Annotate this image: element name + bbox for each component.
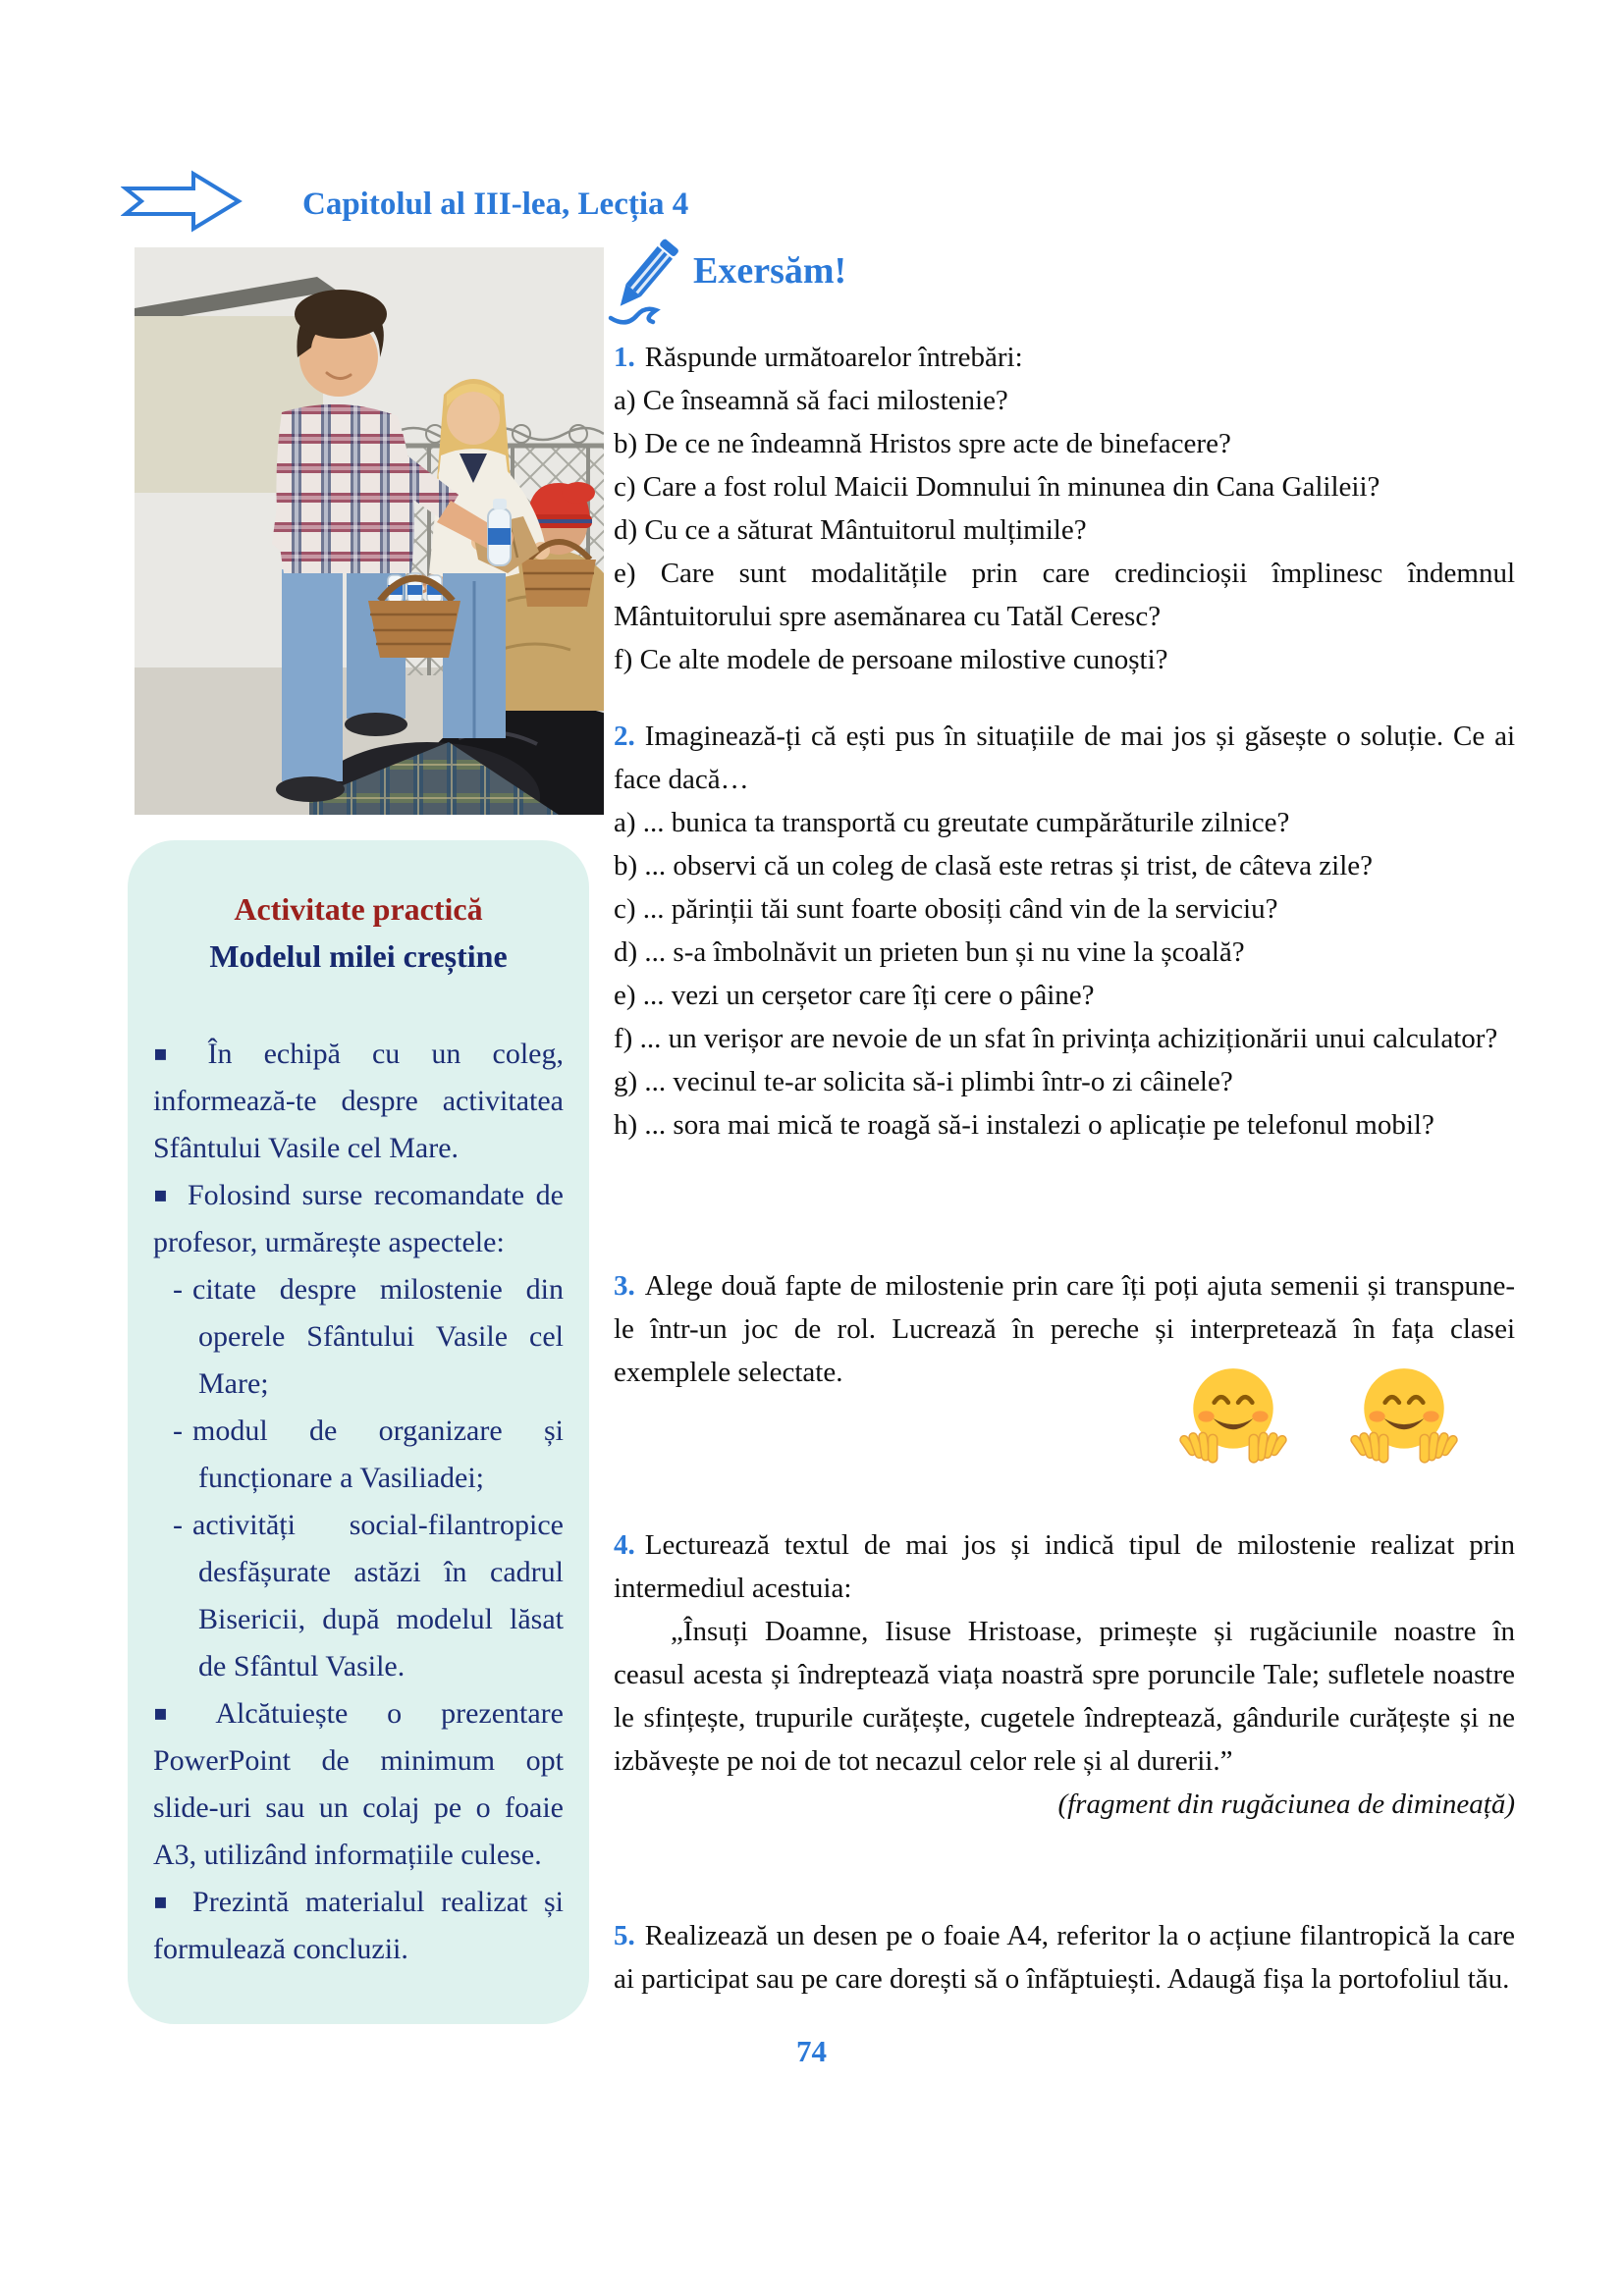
exercise-number: 3. <box>614 1270 635 1302</box>
practice-subitem <box>153 1408 564 1502</box>
exercise-item-a: a) Ce înseamnă să faci milostenie? <box>614 385 1008 416</box>
emoji-row <box>1178 1361 1473 1478</box>
exercise-item-f: f) ... un verișor are nevoie de un sfat în privința achiziționării unui calculator? <box>614 1023 1498 1054</box>
dash-icon: - <box>173 1415 183 1447</box>
exercise-item-b: b) ... observi că un coleg de clasă este retras și trist, de câteva zile? <box>614 850 1373 881</box>
photo-charity-scene <box>135 247 604 815</box>
page-number: 74 <box>796 2034 827 2068</box>
exercise-1 <box>614 336 1515 681</box>
dash-icon: - <box>173 1509 183 1541</box>
quote-attribution: (fragment din rugăciunea de dimineață) <box>1057 1789 1515 1820</box>
exercise-number: 1. <box>614 342 635 373</box>
practice-subitem <box>153 1502 564 1690</box>
practice-item-text: citate despre milostenie din operele Sfântului Vasile cel Mare; <box>192 1273 564 1400</box>
exercise-4 <box>614 1523 1515 1826</box>
dash-icon: - <box>173 1273 183 1306</box>
exercise-number: 2. <box>614 721 635 752</box>
exercise-intro-text: Alege două fapte de milostenie prin care îți poți ajuta semenii și transpune-le într-un joc de rol. Lucrează în pereche și interpretează în fața clasei exemplele selectate. <box>614 1270 1515 1388</box>
exercise-intro <box>614 1523 1515 1610</box>
exercise-intro-text: Realizează un desen pe o foaie A4, referitor la o acțiune filantropică la care ai participat sau pe care dorești să o înfăptuiești. Adaugă fișa la portofoliul tău. <box>614 1920 1515 1995</box>
practice-item <box>153 1172 564 1266</box>
exercise-item-a: a) ... bunica ta transportă cu greutate cumpărăturile zilnice? <box>614 807 1290 838</box>
practice-item <box>153 1879 564 1973</box>
chapter-title: Capitolul al III-lea, Lecția 4 <box>302 187 689 222</box>
exercise-item-c: c) Care a fost rolul Maicii Domnului în minunea din Cana Galileii? <box>614 471 1380 503</box>
exercise-intro-text: Imaginează-ți că ești pus în situațiile de mai jos și găsește o soluție. Ce ai face dacă… <box>614 721 1515 795</box>
exercise-2 <box>614 715 1515 1147</box>
exercise-number: 4. <box>614 1529 635 1561</box>
exercise-item-c: c) ... părinții tăi sunt foarte obosiți când vin de la serviciu? <box>614 893 1278 925</box>
practice-item-text: activități social-filantropice desfășurate astăzi în cadrul Bisericii, după modelul lăsat de Sfântul Vasile. <box>192 1509 564 1682</box>
exercise-number: 5. <box>614 1920 635 1951</box>
exercise-intro-text: Răspunde următoarelor întrebări: <box>644 342 1023 373</box>
bullet-square-icon: ▪ <box>153 1701 200 1726</box>
exercise-intro <box>614 1914 1515 2001</box>
exercise-item-f: f) Ce alte modele de persoane milostive cunoști? <box>614 644 1168 675</box>
bullet-square-icon: ▪ <box>153 1183 172 1207</box>
practice-item <box>153 1031 564 1172</box>
practice-item-text: Prezintă materialul realizat și formulează concluzii. <box>153 1886 564 1965</box>
exercise-item-e: e) Care sunt modalitățile prin care credincioșii împlinesc îndemnul Mântuitorului spre asemănarea cu Tatăl Ceresc? <box>614 558 1515 632</box>
bullet-square-icon: ▪ <box>153 1890 178 1914</box>
bullet-square-icon: ▪ <box>153 1041 192 1066</box>
pencil-icon <box>605 234 695 330</box>
prayer-quote: „Însuți Doamne, Iisuse Hristoase, primește și rugăciunile noastre în ceasul acesta și îndreptează viața noastră spre poruncile Tale; sufletele noastre le sfințește, trupurile curățește, cugetele îndreptează, gândurile curățește și ne izbăvește pe noi de tot necazul celor rele și al durerii.” <box>614 1616 1515 1777</box>
right-arrow-icon <box>121 169 243 234</box>
exercise-item-g: g) ... vecinul te-ar solicita să-i plimbi într-o zi câinele? <box>614 1066 1233 1097</box>
exercise-item-b: b) De ce ne îndeamnă Hristos spre acte de binefacere? <box>614 428 1231 459</box>
section-title: Exersăm! <box>693 250 847 292</box>
practice-activity-box <box>128 840 589 2024</box>
practice-item-text: În echipă cu un coleg, informează-te despre activitatea Sfântului Vasile cel Mare. <box>153 1038 564 1164</box>
exercise-item-d: d) ... s-a îmbolnăvit un prieten bun și nu vine la școală? <box>614 936 1245 968</box>
exercise-5 <box>614 1914 1515 2001</box>
practice-item-text: Alcătuiește o prezentare PowerPoint de minimum opt slide-uri sau un colaj pe o foaie A3, utilizând informațiile culese. <box>153 1697 564 1871</box>
practice-subitem <box>153 1266 564 1408</box>
exercise-intro <box>614 336 1515 379</box>
exercise-intro-text: Lecturează textul de mai jos și indică tipul de milostenie realizat prin intermediul acestuia: <box>614 1529 1515 1604</box>
practice-item-text: modul de organizare și funcționare a Vasiliadei; <box>192 1415 564 1494</box>
practice-box-title: Activitate practică <box>234 891 483 927</box>
practice-item-text: Folosind surse recomandate de profesor, urmărește aspectele: <box>153 1179 564 1258</box>
hugging-face-emoji-icon <box>1349 1361 1459 1470</box>
exercise-item-d: d) Cu ce a săturat Mântuitorul mulțimile? <box>614 514 1087 546</box>
exercise-item-e: e) ... vezi un cerșetor care îți cere o pâine? <box>614 980 1095 1011</box>
exercise-intro <box>614 715 1515 801</box>
practice-box-subtitle: Modelul milei creștine <box>209 938 508 974</box>
exercise-item-h: h) ... sora mai mică te roagă să-i instalezi o aplicație pe telefonul mobil? <box>614 1109 1434 1141</box>
hugging-face-emoji-icon <box>1178 1361 1288 1470</box>
practice-item <box>153 1690 564 1879</box>
